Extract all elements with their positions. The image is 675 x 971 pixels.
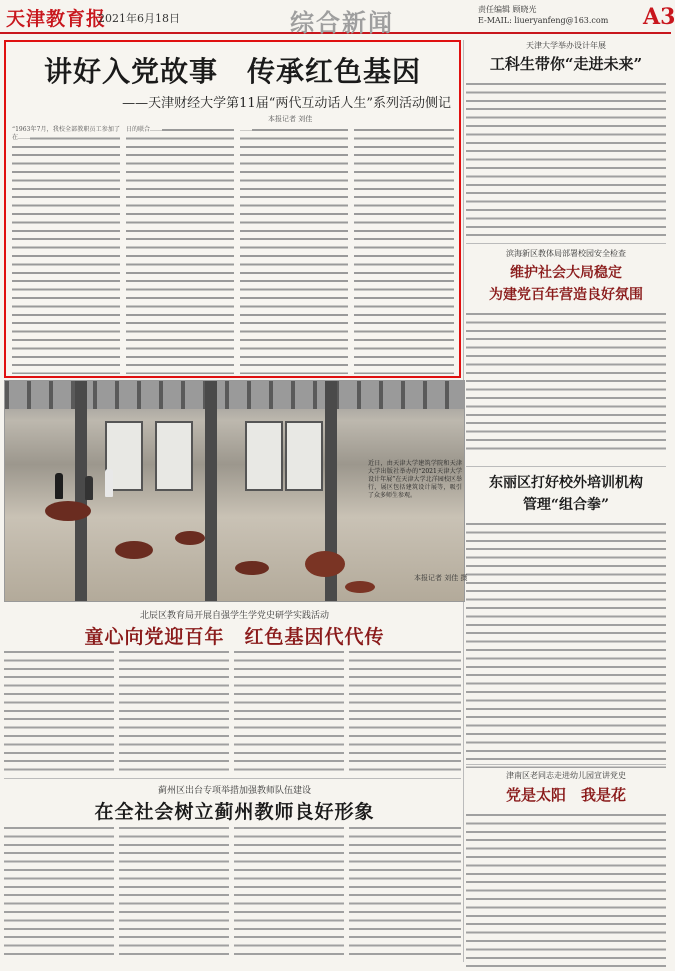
right-story-2-title-1: 维护社会大局稳定 — [510, 265, 622, 281]
window — [245, 421, 283, 491]
right-story-3[interactable] — [466, 472, 666, 768]
stone-sculpture — [175, 531, 205, 545]
story-2-column-4 — [349, 648, 461, 774]
lead-column-3-text: …… — [240, 126, 252, 133]
story-2-kicker: 北辰区教育局开展自强学生学党史研学实践活动 — [139, 611, 329, 621]
stone-sculpture — [235, 561, 269, 575]
editor-line: 责任编辑 顾晓光 — [478, 5, 537, 14]
window — [285, 421, 323, 491]
masthead — [0, 0, 675, 37]
visitor — [55, 473, 63, 499]
story-2-column-1 — [4, 648, 114, 774]
right-story-1-kicker: 天津大学举办设计年展 — [526, 41, 606, 50]
lead-headline: 讲好入党故事 传承红色基因 — [43, 55, 421, 88]
right-story-4-kicker: 津南区老同志走进幼儿园宣讲党史 — [506, 771, 626, 780]
story-3-column-1 — [4, 824, 114, 960]
story-3-column-2 — [119, 824, 229, 960]
right-story-3-title-1: 东丽区打好校外培训机构 — [489, 475, 643, 491]
stone-sculpture — [45, 501, 91, 521]
story-2-column-3 — [234, 648, 344, 774]
right-story-2-title-2: 为建党百年营造良好氛围 — [489, 287, 643, 303]
section-title: 综合新闻 — [290, 8, 394, 37]
right-story-1[interactable] — [466, 40, 666, 240]
photo-caption: 近日，由天津大学建筑学院和天津大学出版社举办的“2021天津大学设计年展”在天津大学北洋园校区举行，展区包括建筑设计展等，吸引了众多师生参观。 — [368, 460, 462, 499]
right-story-4[interactable] — [466, 770, 666, 971]
stone-sculpture — [345, 581, 375, 593]
story-3-column-4 — [349, 824, 461, 960]
editor-email: E-MAIL: liueryanfeng@163.com — [478, 16, 609, 25]
divider — [4, 778, 461, 779]
right-story-2[interactable] — [466, 248, 666, 450]
window — [155, 421, 193, 491]
story-2-title: 童心向党迎百年 红色基因代代传 — [84, 626, 385, 648]
lead-subheadline: ——天津财经大学第11届“两代互动话人生”系列活动侧记 — [122, 96, 451, 111]
lead-column-2-text: 日的联合…… — [126, 126, 163, 133]
right-story-2-kicker: 滨海新区教体局部署校园安全检查 — [506, 249, 626, 258]
lead-story[interactable] — [4, 40, 461, 378]
divider — [466, 466, 666, 467]
right-story-3-title-2: 管理“组合拳” — [522, 497, 610, 513]
newspaper-logo: 天津教育报 — [6, 8, 107, 30]
steel-column — [205, 381, 217, 601]
lead-column-1-text: “1963年7月，我校全部教职员工参加了在…… — [12, 126, 120, 142]
issue-date: 2021年6月18日 — [98, 12, 180, 25]
roof-truss — [5, 381, 464, 409]
stone-sculpture — [305, 551, 345, 577]
stone-sculpture — [115, 541, 153, 559]
right-story-4-title: 党是太阳 我是花 — [505, 786, 626, 804]
visitor — [105, 469, 113, 497]
divider — [466, 764, 666, 765]
right-story-4-body — [466, 811, 666, 971]
story-3-kicker: 蓟州区出台专项举措加强教师队伍建设 — [157, 786, 311, 796]
story-2-column-2 — [119, 648, 229, 774]
lead-column-1 — [12, 126, 120, 374]
page-number: A3 — [643, 4, 675, 30]
story-3-column-3 — [234, 824, 344, 960]
lead-column-4 — [354, 126, 454, 374]
lead-byline: 本报记者 刘佳 — [268, 115, 313, 123]
right-story-2-body — [466, 310, 666, 450]
divider — [466, 243, 666, 244]
lead-column-3 — [240, 126, 348, 374]
right-story-1-body — [466, 80, 666, 240]
lead-column-2 — [126, 126, 234, 374]
story-3-title: 在全社会树立蓟州教师良好形象 — [94, 801, 375, 823]
right-story-1-title: 工科生带你“走进未来” — [489, 55, 643, 73]
right-story-3-body — [466, 520, 666, 768]
visitor — [85, 476, 93, 500]
photo-credit: 本报记者 刘佳 摄 — [414, 574, 468, 582]
